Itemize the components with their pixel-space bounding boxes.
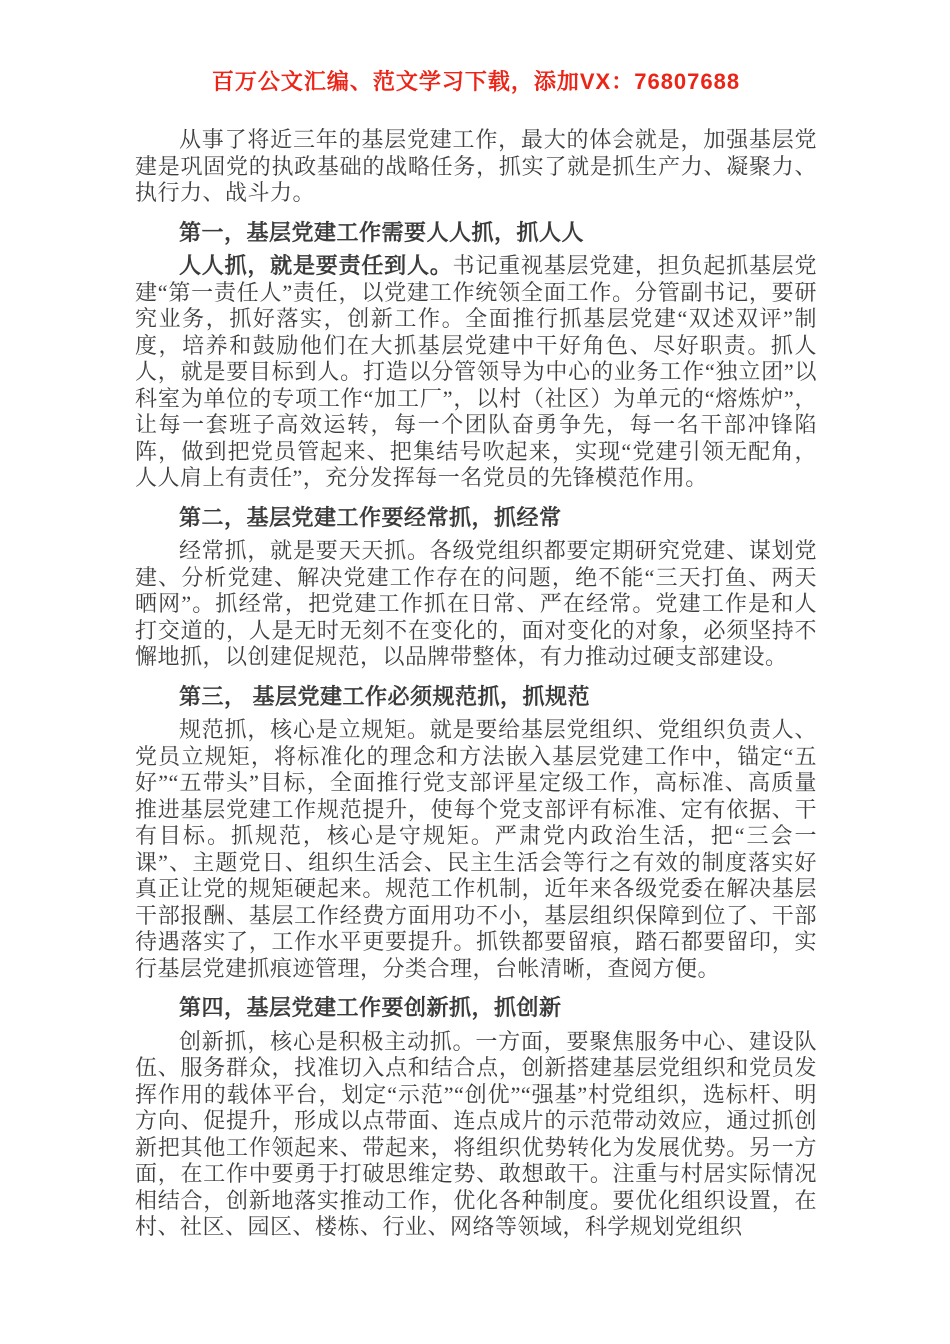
section-3-paragraph-body: 规范抓，核心是立规矩。就是要给基层党组织、党组织负责人、党员立规矩，将标准化的理念和方法嵌入基层党建工作中，锚定“五好”“五带头”目标，全面推行党支部评星定级工作，高标准、高质量推进基层党建工作规范提升，使每个党支部评有标准、定有依据、干有目标。抓规范，核心是守规矩。严肃党内政治生活，把“三会一课”、主题党日、组织生活会、民主生活会等行之有效的制度落实好真正让党的规矩硬起来。规范工作机制，近年来各级党委在解决基层干部报酬、基层工作经费方面用功不小，基层组织保障到位了、干部待遇落实了，工作水平更要提升。抓铁都要留痕，踏石都要留印，实行基层党建抓痕迹管理，分类合理，台帐清晰，查阅方便。 xyxy=(135,717,817,981)
section-3-paragraph xyxy=(135,717,817,982)
section-2-heading: 第二，基层党建工作要经常抓，抓经常 xyxy=(179,504,562,530)
section-4-paragraph xyxy=(135,1029,817,1241)
section-1-paragraph-body: 书记重视基层党建，担负起抓基层党建“第一责任人”责任，以党建工作统领全面工作。分管副书记，要研究业务，抓好落实，创新工作。全面推行抓基层党建“双述双评”制度，培养和鼓励他们在大抓基层党建中干好角色、尽好职责。抓人人，就是要目标到人。打造以分管领导为中心的业务工作“独立团”以科室为单位的专项工作“加工厂”，以村（社区）为单元的“熔炼炉”，让每一套班子高效运转，每一个团队奋勇争先，每一名干部冲锋陷阵，做到把党员管起来、把集结号吹起来，实现“党建引领无配角，人人肩上有责任”，充分发挥每一名党员的先锋模范作用。 xyxy=(135,253,817,490)
promo-banner: 百万公文汇编、范文学习下载，添加VX：76807688 xyxy=(211,69,741,94)
section-2-paragraph xyxy=(135,538,817,671)
section-1-paragraph xyxy=(135,253,817,492)
section-4-paragraph-body: 创新抓，核心是积极主动抓。一方面，要聚焦服务中心、建设队伍、服务群众，找准切入点和结合点，创新搭建基层党组织和党员发挥作用的载体平台，划定“示范”“创优”“强基”村党组织，选标杆、明方向、促提升，形成以点带面、连点成片的示范带动效应，通过抓创新把其他工作领起来、带起来，将组织优势转化为发展优势。另一方面，在工作中要勇于打破思维定势、敢想敢干。注重与村居实际情况相结合，创新地落实推动工作，优化各种制度。要优化组织设置，在村、社区、园区、楼栋、行业、网络等领域，科学规划党组织 xyxy=(135,1028,817,1239)
intro-paragraph: 从事了将近三年的基层党建工作，最大的体会就是，加强基层党建是巩固党的执政基础的战略任务，抓实了就是抓生产力、凝聚力、执行力、战斗力。 xyxy=(135,127,817,205)
section-1-heading: 第一，基层党建工作需要人人抓，抓人人 xyxy=(179,219,585,245)
section-3-heading: 第三， 基层党建工作必须规范抓，抓规范 xyxy=(179,683,591,709)
section-2-paragraph-body: 经常抓，就是要天天抓。各级党组织都要定期研究党建、谋划党建、分析党建、解决党建工作存在的问题，绝不能“三天打鱼、两天晒网”。抓经常，把党建工作抓在日常、严在经常。党建工作是和人打交道的，人是无时无刻不在变化的，面对变化的对象，必须坚持不懈地抓，以创建促规范，以品牌带整体，有力推动过硬支部建设。 xyxy=(135,538,817,669)
section-4-heading: 第四，基层党建工作要创新抓，抓创新 xyxy=(179,995,562,1020)
section-1-paragraph-lead: 人人抓，就是要责任到人。 xyxy=(179,253,453,278)
